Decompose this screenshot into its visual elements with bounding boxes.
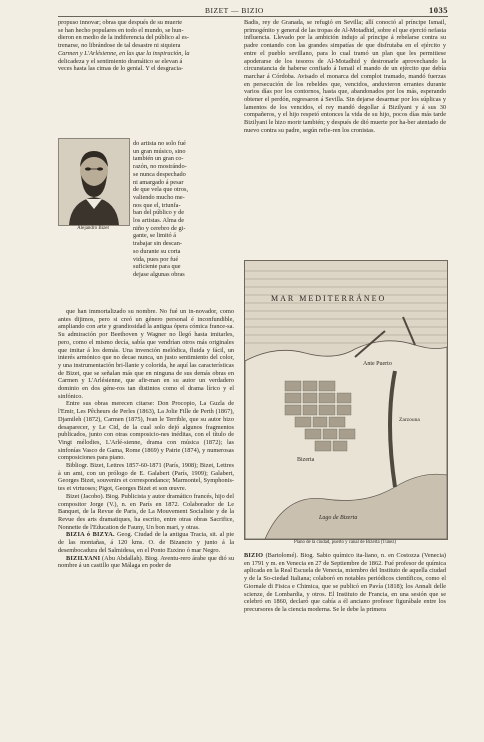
text-line: razón, no mostrándo- [133,163,187,171]
entry-title: BIZIO [244,552,264,559]
text-line: so durante su corta [133,247,181,255]
header-rule [58,16,448,17]
inset-text [133,140,234,279]
entry-bizilyani [58,555,234,570]
city-map [244,260,448,540]
text-line: dieron en medio de la indiferencia del público al es- [58,34,189,42]
paragraph: que han immortalizado su nombre. No fué un in-novador, como antes dijimos, pero si creó un género personal é inconfundible, ampliando con arte y grandiosidad la antigua ópera cómica france-sa. Su admiración por Beethoven y Wagner no llegó hasta imitarles, pero, como el mismo decía, sabía que vendrían otros más originales que imitar á los demás. Una invención melódica, fluida y fácil, un interés armónico que no decae nunca, un justo sentimiento del color, y una instrumentación bri-llante y colorida, he aquí las características de Bizet, que se señalan más que en ninguna de sus demás obras en Carmen y L'Arlésienne, que afir-man en su autor un verdadero dominio en dos géne-ros tan distintos como el drama lírico y el sinfónico. [58,308,234,400]
entry-bizia [58,531,234,554]
portrait-caption: Alejandro Bizet [77,226,109,231]
text-line: propuso innovar; obras que después de su muerte [58,19,182,26]
entry-text: (Bartolomé). Biog. Sabio químico ita-liano, n. en Costozza (Venecia) en 1791 y m. en Venecia en 27 de Septiembre de 1862. Fué profesor de química aplicada en la Real Escuela de Venecia, miembro del Instituto de aquella ciudad y de la So-ciedad Italiana; colaboró en notables periódicos científicos, como el Giornale di Fisica e Chimica, que se publicó en Pavía (1818); los Annali delle scienze, de Lombardia, y otros. El Instituto de Francia, en una sesión que se celebró en 1860, declaró que cabía a él anciano profesor figurábale entre los precursores de la ciencia moderna. Se le debe la primera [244,552,446,613]
text-line: dejase algunas obras [133,270,185,278]
header-title: BIZET — BIZIO [205,6,264,15]
text-line: trabajar sin descan- [133,240,182,248]
text-line: también un gran co- [133,155,184,163]
text-line: nos que el, triunfa- [133,201,181,209]
paragraph: Entre sus obras merecen citarse: Don Procopio, La Guzla de l'Emir, Les Pêcheurs de Perles (1863), La Jolie Fille de Perth (1867), Djamileh (1872), Carmen (1875), Ivan le Terrible, que su autor hizo desaparecer, y Le Cid, de la cual solo dejó algunos fragmentos publicados, junto con otras composicio-nes inéditas, con el título de Vingt mélodies, L'Arlé-sienne, drama con música (1872); las sinfonías Vasco de Gama, Rome (1869) y Patrie (1874), y numerosas composiciones para piano. [58,400,234,462]
map-label-lake: Lago de Bizerta [319,515,358,521]
portrait-illustration [59,139,129,225]
page-number: 1035 [429,5,448,15]
running-header [0,4,484,16]
text-line: se nunca despechado [133,170,186,178]
map-caption: Plano de la ciudad, puerto y canal de Bizerta (Túnez) [293,540,397,545]
map-label-port: Ante Puerto [363,361,392,367]
right-column-top [244,19,446,135]
map-label-sea: MAR MEDITERRÁNEO [271,294,387,303]
text-line: delicadeza y el sentimiento dramático se elevan á [58,57,183,65]
text-line: vida, pues por fué [133,255,179,263]
paragraph: Bizet (Jacobo). Biog. Publicista y autor dramático francés, hijo del compositor Jorge (V.), n. en París en 1872. Colaborador de Le Banquet, de la Revue de Paris, de La Mouvement Socialiste y de la Revue des arts dramatiques, ha escrito, entre otras obras Sacrifice, Nonnette de l'Education de Fauny, Un bon mari, y otras. [58,492,234,531]
map-label-town: Zarzouna [399,417,420,423]
entry-title: BIZIA ó BIZYA. [66,531,115,539]
right-column-body [244,552,446,614]
bibliography-paragraph: Bibliogr. Bizet, Lettres 1857-60-1871 (París, 1908); Bizet, Lettres à un ami, con un prólogo de E. Galabert (París, 1909); Galabert, Georges Bizet, souvenirs et correspondance; Marmontel, Symphonis-tes et virtuoses; Pigot, Georges Bizet et son œuvre. [58,462,234,493]
text-line: trenarse, no librándose de tal desastre ni siquiera [58,42,181,50]
map-illustration [245,261,447,539]
text-line: suficiente para que [133,263,181,271]
left-column-top [58,19,234,73]
text-line: un gran músico, sino [133,147,186,155]
text-line: valiendo mucho me- [133,193,185,201]
map-label-city: Bizerta [297,457,315,463]
text-line: ni amargado á pesar [133,178,184,186]
text-line: do artista no solo fué [133,140,186,147]
entry-bizio [244,552,446,614]
text-line: ban del público y de [133,209,185,217]
text-line: Carmen y L'Arlésienne, en las que la inspiración, la [58,49,190,57]
text-line: gante, se limitó á [133,232,177,240]
text-line: se han hecho populares en todo el mundo, se hun- [58,26,184,34]
text-line: los artistas. Alma de [133,217,185,225]
text-line: veces hasta las cimas de lo genial. Y el desgracia- [58,65,184,73]
entry-text: (Abu Abdallah). Biog. Aventu-rero árabe que dió su nombre á un castillo que Málaga en poder de [58,554,234,570]
entry-text: Geog. Ciudad de la antigua Tracia, sit. al pie de las montañas, á 120 kms. O. de Bizancio y junto á la desembocadura del Salmidesa, en el Ponto Euxino ó mar Negro. [58,531,235,554]
text-line: niño y cerebro de gi- [133,224,186,232]
paragraph: Badis, rey de Granada, se refugió en Sevilla; allí conoció al príncipe Ismail, primogénito y general de las tropas de Al-Motadhid, sobre el que ejerció nefasta influencia. Llevado por la ambición indujo al príncipe á rebelarse contra su padre contando con las grandes simpatías de que disfrutaba en el ejército y entre el pueblo sevillano, para lo cual tramó un plan que les permitiese apoderarse de los tesoros de Al-Motadhid y destronarle aprovechando la circunstancia de haberse confiado á Ismail el mando de un ejército que debía marchar á Córdoba. Avisado el monarca del complot tramado, mandó fuerzas en persecución de los rebeldes que, vencidos, anduvieron errantes durante varios días por los contornos, hasta que, abandonados por los más, esperando obtener el perdón, regresaron á Sevilla. Sin dejarse desarmar por los súplicas y lamentos de los vencidos, el rey mandó degollar á Bizilyani y á sus 30 compañeros, y el hijo respetó entonces la vida de su hijo, pocos días más tarde Bizilyani le hizo morir también; y después de dió muerte por ha-ber atentado de nuevo contra su padre, según refie-ren los cronistas. [244,19,446,134]
portrait-image [58,138,130,226]
text-line: de que vela que otros, [133,186,189,194]
left-column-body [58,308,234,570]
entry-title: BIZILYANI [66,554,101,562]
